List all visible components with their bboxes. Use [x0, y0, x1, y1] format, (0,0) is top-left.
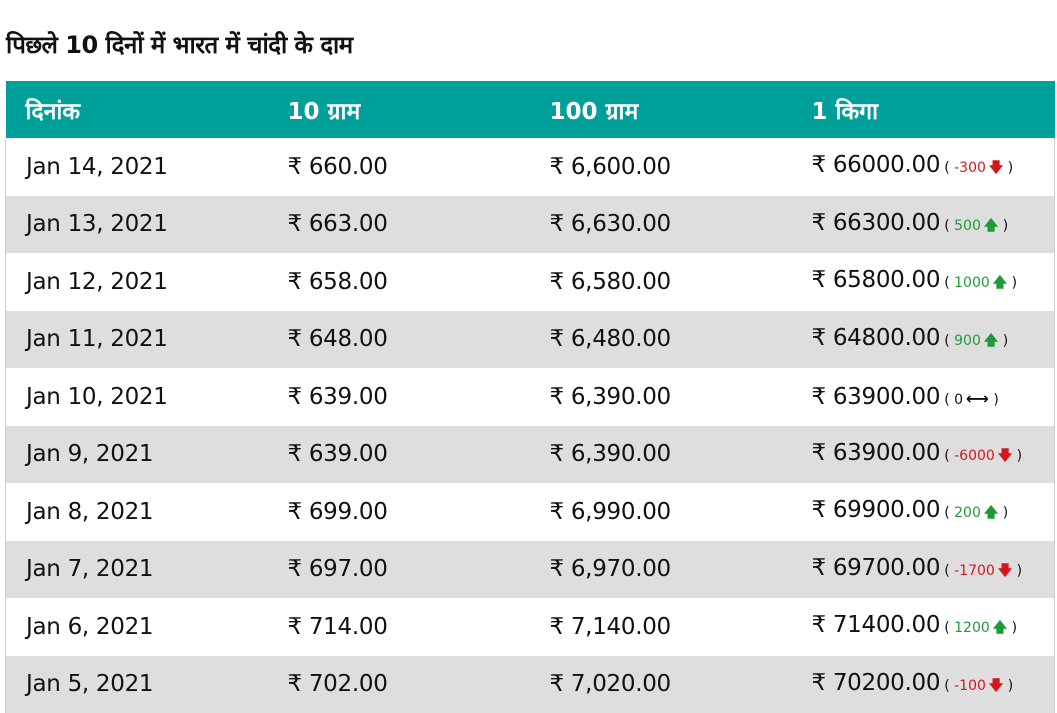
silver-price-table [5, 81, 1055, 713]
price-change: ( 200 🡅 ) [944, 505, 1008, 521]
price-10-gram-cell: ₹ 697.00 [268, 541, 530, 599]
price-change-value: -100 [954, 678, 986, 694]
table-row [6, 598, 1055, 656]
price-10-gram-cell: ₹ 639.00 [268, 368, 530, 426]
date-cell: Jan 11, 2021 [6, 311, 268, 369]
arrow-down-icon: 🡇 [989, 157, 1003, 181]
arrow-down-icon: 🡇 [989, 675, 1003, 699]
price-change-value: 200 [954, 505, 981, 521]
price-10-gram-cell: ₹ 699.00 [268, 483, 530, 541]
price-1-kg-value: ₹ 65800.00 [812, 267, 941, 293]
date-cell: Jan 9, 2021 [6, 426, 268, 484]
price-1-kg-value: ₹ 69900.00 [812, 497, 941, 523]
price-1-kg-value: ₹ 69700.00 [812, 555, 941, 581]
column-header-date: दिनांक [6, 81, 268, 138]
arrow-up-icon: 🡅 [984, 330, 998, 354]
table-row [6, 368, 1055, 426]
arrow-up-icon: 🡅 [993, 272, 1007, 296]
price-1-kg-value: ₹ 71400.00 [812, 612, 941, 638]
price-1-kg-value: ₹ 63900.00 [812, 440, 941, 466]
column-header-100-gram: 100 ग्राम [530, 81, 792, 138]
arrow-down-icon: 🡇 [998, 445, 1012, 469]
table-row [6, 483, 1055, 541]
price-1-kg-cell [792, 138, 1055, 196]
date-cell: Jan 7, 2021 [6, 541, 268, 599]
price-1-kg-value: ₹ 66300.00 [812, 210, 941, 236]
price-10-gram-cell: ₹ 648.00 [268, 311, 530, 369]
column-header-1-kg: 1 किगा [792, 81, 1055, 138]
price-change: ( 1200 🡅 ) [944, 620, 1017, 636]
date-cell: Jan 8, 2021 [6, 483, 268, 541]
table-header-row [6, 81, 1055, 138]
price-1-kg-cell [792, 426, 1055, 484]
price-1-kg-cell [792, 253, 1055, 311]
arrow-up-icon: 🡅 [993, 617, 1007, 641]
price-1-kg-cell [792, 598, 1055, 656]
price-100-gram-cell: ₹ 6,580.00 [530, 253, 792, 311]
price-10-gram-cell: ₹ 714.00 [268, 598, 530, 656]
price-1-kg-cell [792, 656, 1055, 713]
price-10-gram-cell: ₹ 639.00 [268, 426, 530, 484]
price-change: ( -1700 🡇 ) [944, 563, 1022, 579]
price-100-gram-cell: ₹ 6,480.00 [530, 311, 792, 369]
price-100-gram-cell: ₹ 6,390.00 [530, 368, 792, 426]
date-cell: Jan 5, 2021 [6, 656, 268, 713]
table-row [6, 253, 1055, 311]
table-row [6, 656, 1055, 713]
price-10-gram-cell: ₹ 702.00 [268, 656, 530, 713]
price-change-value: -1700 [954, 563, 995, 579]
date-cell: Jan 6, 2021 [6, 598, 268, 656]
price-100-gram-cell: ₹ 6,630.00 [530, 196, 792, 254]
price-1-kg-cell [792, 196, 1055, 254]
price-change-value: 900 [954, 333, 981, 349]
table-row [6, 138, 1055, 196]
price-change-value: 500 [954, 218, 981, 234]
date-cell: Jan 14, 2021 [6, 138, 268, 196]
price-100-gram-cell: ₹ 6,600.00 [530, 138, 792, 196]
price-change-value: 1200 [954, 620, 990, 636]
price-100-gram-cell: ₹ 7,020.00 [530, 656, 792, 713]
table-row [6, 426, 1055, 484]
price-change: ( -6000 🡇 ) [944, 448, 1022, 464]
table-row [6, 541, 1055, 599]
price-1-kg-value: ₹ 64800.00 [812, 325, 941, 351]
price-change: ( 500 🡅 ) [944, 218, 1008, 234]
table-row [6, 196, 1055, 254]
arrow-left-right-icon: ⟷ [966, 389, 989, 408]
price-1-kg-cell [792, 541, 1055, 599]
price-100-gram-cell: ₹ 6,990.00 [530, 483, 792, 541]
price-change: ( 900 🡅 ) [944, 333, 1008, 349]
price-change: ( 0 ⟷ ) [944, 392, 999, 408]
date-cell: Jan 12, 2021 [6, 253, 268, 311]
price-1-kg-value: ₹ 70200.00 [812, 670, 941, 696]
price-1-kg-cell [792, 368, 1055, 426]
arrow-down-icon: 🡇 [998, 560, 1012, 584]
price-1-kg-value: ₹ 66000.00 [812, 152, 941, 178]
column-header-10-gram: 10 ग्राम [268, 81, 530, 138]
price-1-kg-cell [792, 483, 1055, 541]
price-100-gram-cell: ₹ 6,390.00 [530, 426, 792, 484]
price-change-value: 0 [954, 392, 963, 408]
price-change-value: -6000 [954, 448, 995, 464]
price-change: ( 1000 🡅 ) [944, 275, 1017, 291]
price-10-gram-cell: ₹ 663.00 [268, 196, 530, 254]
price-change: ( -100 🡇 ) [944, 678, 1013, 694]
price-change: ( -300 🡇 ) [944, 160, 1013, 176]
price-1-kg-value: ₹ 63900.00 [812, 384, 941, 410]
date-cell: Jan 10, 2021 [6, 368, 268, 426]
arrow-up-icon: 🡅 [984, 215, 998, 239]
arrow-up-icon: 🡅 [984, 502, 998, 526]
price-change-value: 1000 [954, 275, 990, 291]
price-1-kg-cell [792, 311, 1055, 369]
price-change-value: -300 [954, 160, 986, 176]
price-10-gram-cell: ₹ 658.00 [268, 253, 530, 311]
page-title: पिछले 10 दिनों में भारत में चांदी के दाम [6, 28, 353, 61]
price-100-gram-cell: ₹ 7,140.00 [530, 598, 792, 656]
price-100-gram-cell: ₹ 6,970.00 [530, 541, 792, 599]
price-10-gram-cell: ₹ 660.00 [268, 138, 530, 196]
table-row [6, 311, 1055, 369]
date-cell: Jan 13, 2021 [6, 196, 268, 254]
